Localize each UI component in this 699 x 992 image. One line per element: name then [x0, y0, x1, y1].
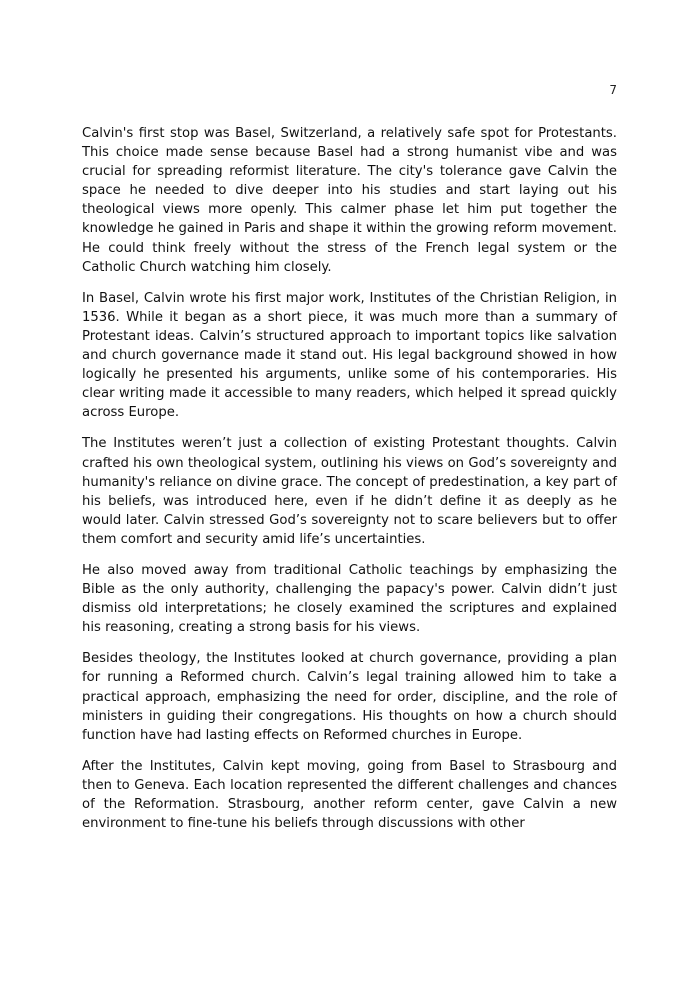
paragraph-institutes-written: In Basel, Calvin wrote his first major work, Institutes of the Christian Religion, in 1536. While it began as a short piece, it was much more than a summary of Protestant ideas. Calvin’s structured approach to important topics like salvation and church governance made it stand out. His legal background showed in how logically he presented his arguments, unlike some of his contemporaries. His clear writing made it accessible to many readers, which helped it spread quickly across Europe.: [82, 290, 617, 421]
paragraph-church-governance: Besides theology, the Institutes looked at church governance, providing a plan for running a Reformed church. Calvin’s legal training allowed him to take a practical approach, emphasizing the need for order, discipline, and the role of ministers in guiding their congregations. His thoughts on how a church should function have had lasting effects on Reformed churches in Europe.: [82, 651, 617, 743]
paragraph-basel-first-stop: Calvin's first stop was Basel, Switzerland, a relatively safe spot for Protestants. This choice made sense because Basel had a strong humanist vibe and was crucial for spreading reformist literature. The city's tolerance gave Calvin the space he needed to dive deeper into his studies and start laying out his theological views more openly. This calmer phase let him put together the knowledge he gained in Paris and shape it within the growing reform movement. He could think freely without the stress of the French legal system or the Catholic Church watching him closely.: [82, 126, 617, 275]
paragraph-theological-system: The Institutes weren’t just a collection of existing Protestant thoughts. Calvin crafted his own theological system, outlining his views on God’s sovereignty and humanity's reliance on divine grace. The concept of predestination, a key part of his beliefs, was introduced here, even if he didn’t define it as deeply as he would later. Calvin stressed God’s sovereignty not to scare believers but to offer them comfort and security amid life’s uncertainties.: [82, 436, 617, 547]
paragraph-after-institutes: After the Institutes, Calvin kept moving, going from Basel to Strasbourg and then to Geneva. Each location represented the different challenges and chances of the Reformation. Strasbourg, another reform center, gave Calvin a new environment to fine-tune his beliefs through discussions with other: [82, 758, 617, 832]
page-number: 7: [609, 83, 617, 97]
paragraph-bible-authority: He also moved away from traditional Catholic teachings by emphasizing the Bible as the only authority, challenging the papacy's power. Calvin didn’t just dismiss old interpretations; he closely examined the scriptures and explained his reasoning, creating a strong basis for his views.: [82, 562, 617, 636]
body-text: [82, 124, 617, 833]
